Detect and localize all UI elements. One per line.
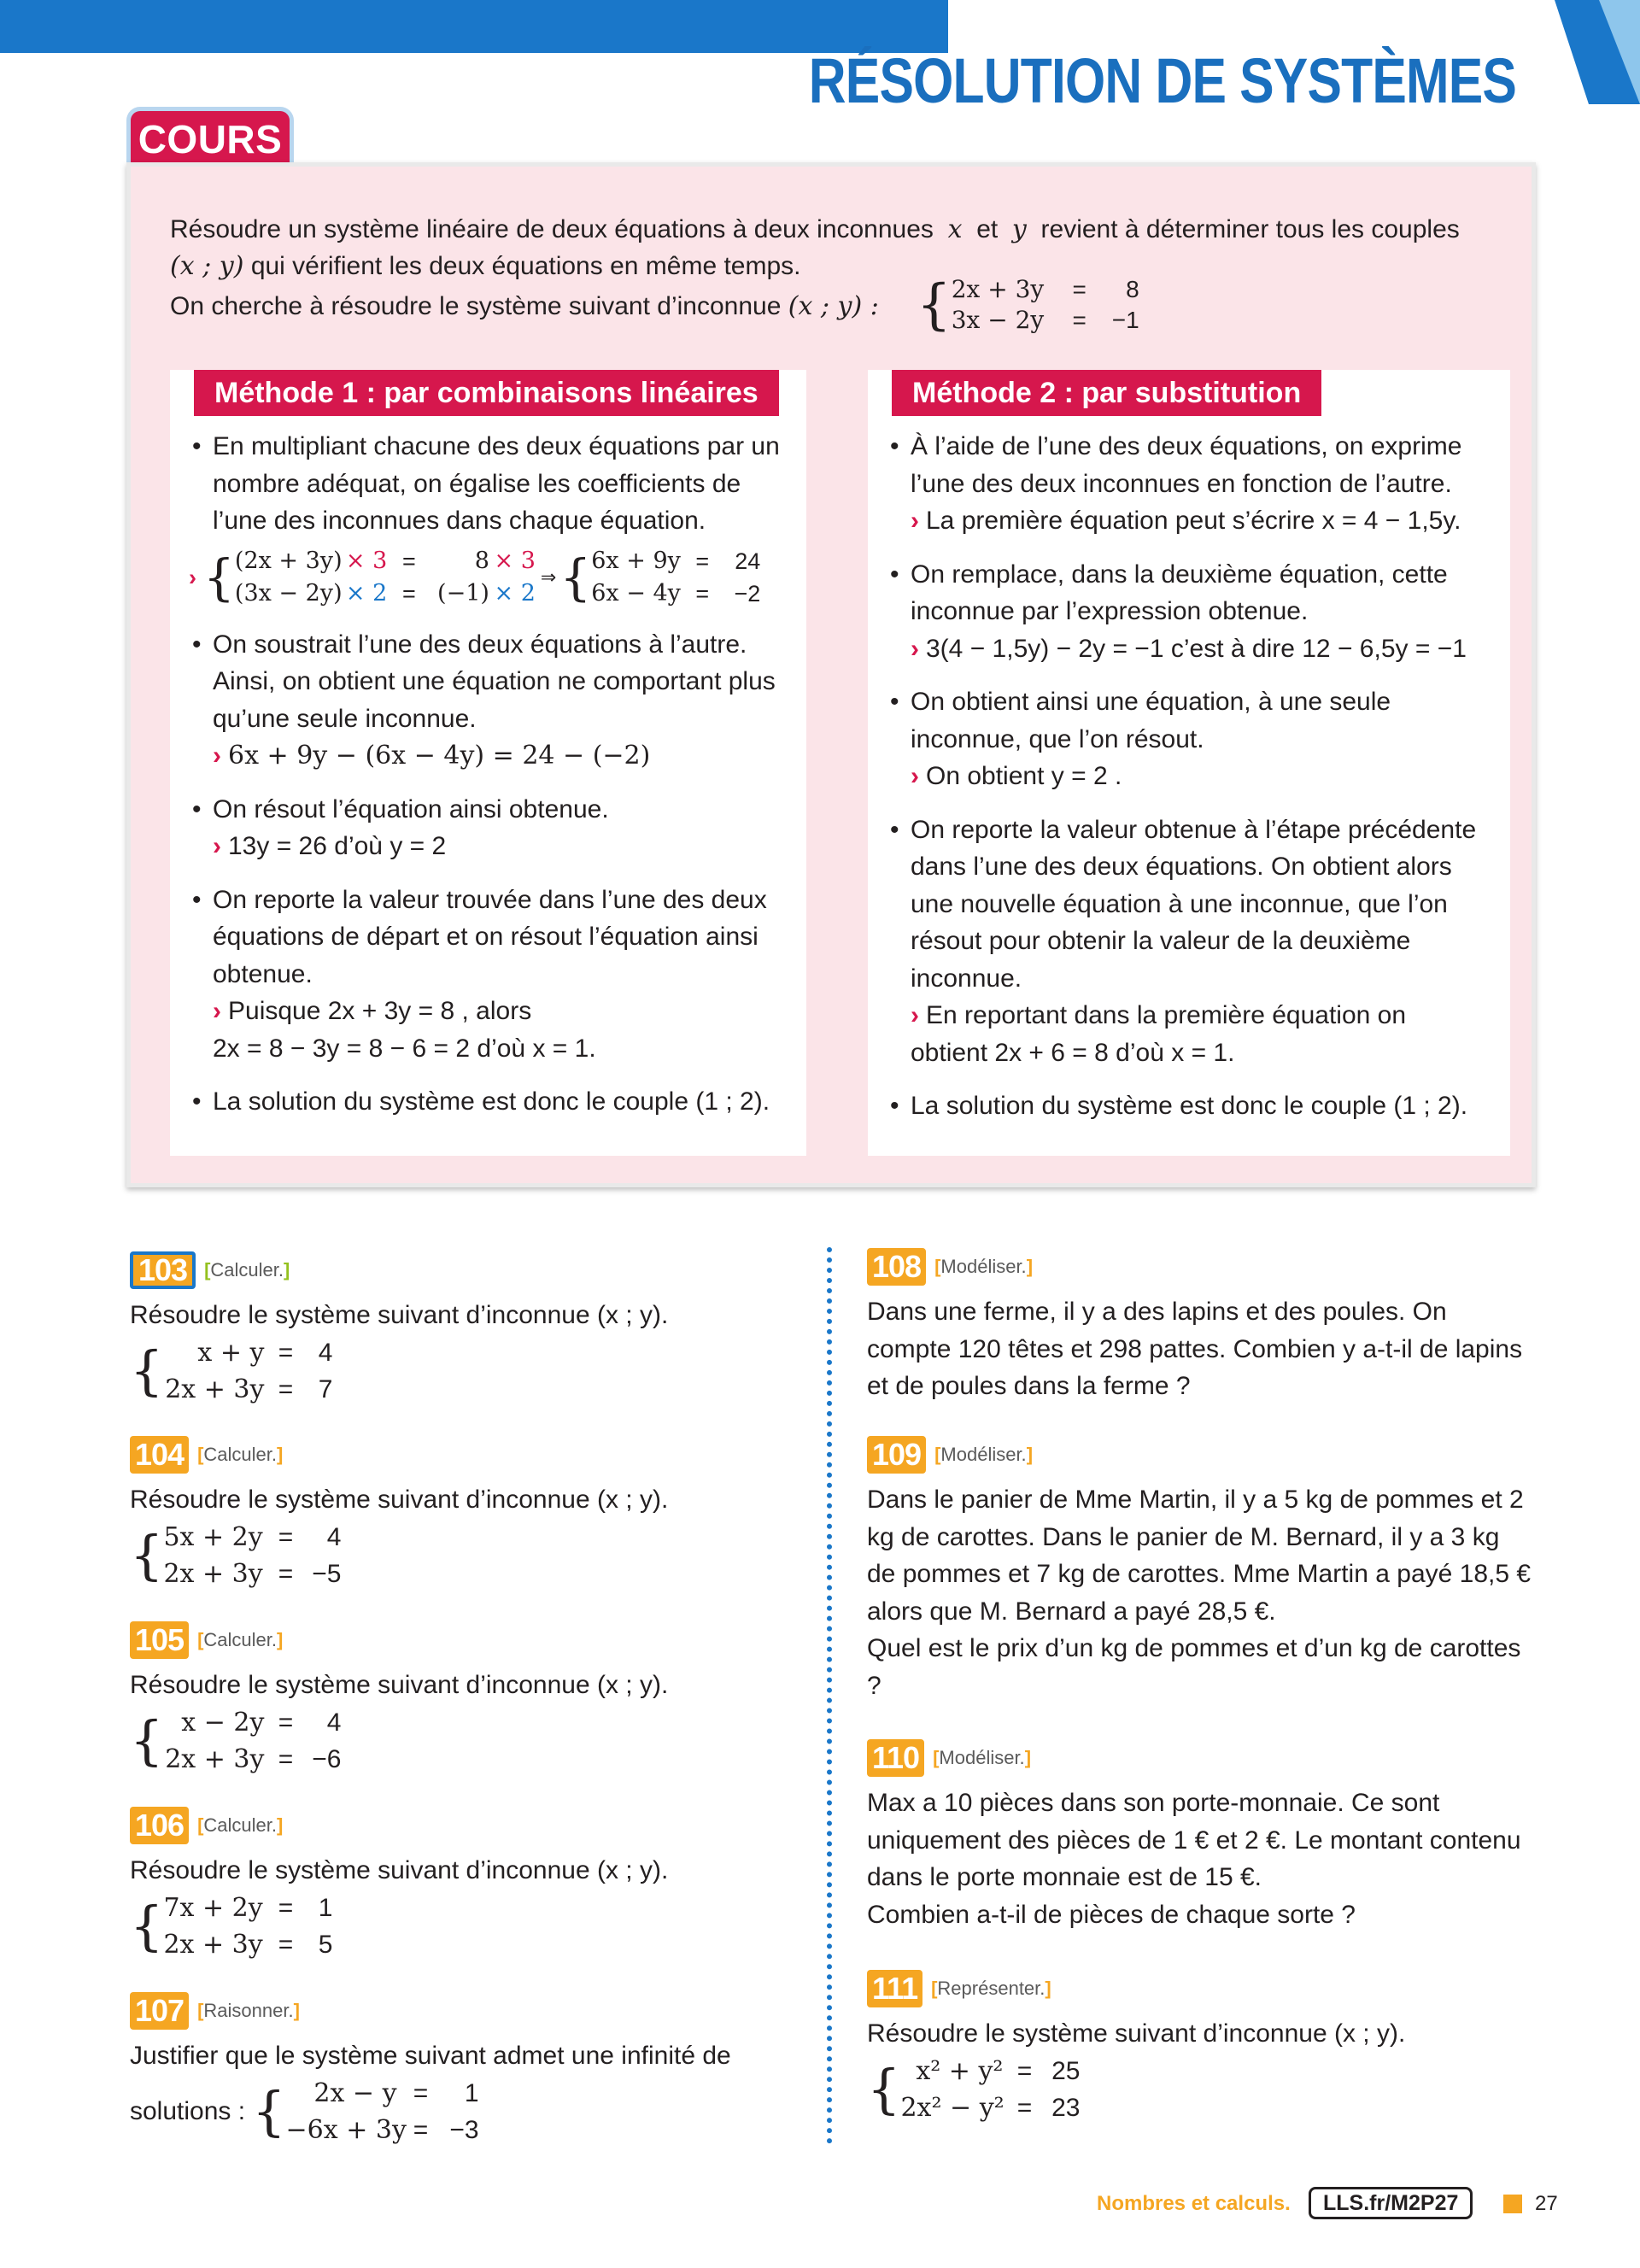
exercise-number: 104 <box>130 1436 189 1474</box>
method1-step1: • En multipliant chacune des deux équations par un nombre adéquat, on égalise les coefficients de l’une des inconnues dans chaque équation. › { (2x + 3y) × 3 = 8 × 3 (3x − 2y) × 2 = (−1) × 2 ⇒ { 6x + 9y = 24 6x − 4y = −2 <box>189 428 787 610</box>
method1-step3: • On résout l’équation ainsi obtenue. › 13y = 26 d’où y = 2 <box>192 794 609 860</box>
method2-step1: • À l’aide de l’une des deux équations, on exprime l’une des deux inconnues en fonction de l’autre. › La première équation peut s’écrire x = 4 − 1,5y. <box>890 432 1462 535</box>
exercise-skill: Représenter. <box>937 1978 1046 2000</box>
exercise-number: 106 <box>130 1807 189 1844</box>
page-title: RÉSOLUTION DE SYSTÈMES <box>808 45 1516 116</box>
intro-et: et <box>976 215 999 243</box>
ex-r1-eq: = <box>278 1893 294 1922</box>
method1-step3-text: On résout l’équation ainsi obtenue. <box>213 794 609 823</box>
intro-text <box>170 211 1502 325</box>
exercise-skill: Raisonner. <box>203 2000 294 2022</box>
method1-step5-text: La solution du système est donc le couple (1 ; 2). <box>213 1087 770 1116</box>
page-number: 27 <box>1535 2192 1558 2215</box>
exercise-number: 103 <box>130 1251 196 1289</box>
intro-line3: On cherche à résoudre le système suivant d’inconnue <box>170 292 782 320</box>
m1-r2-rhs: (−1) <box>437 579 489 607</box>
exercise-text: Résoudre le système suivant d’inconnue (x ; y). <box>130 1486 669 1514</box>
method2-step3-text: On obtient ainsi une équation, à une seule inconnue, que l’on résout. <box>911 688 1391 753</box>
exercise-text: Résoudre le système suivant d’inconnue (x ; y). <box>130 1301 669 1329</box>
chevron-right-icon: › <box>911 762 919 790</box>
method1-label: Méthode 1 : par combinaisons linéaires <box>194 370 779 416</box>
chevron-right-icon: › <box>911 634 919 663</box>
exercise-skill: Calculer. <box>210 1259 284 1281</box>
method1-step4: • On reporte la valeur trouvée dans l’une des deux équations de départ et on résout l’équation ainsi obtenue. › Puisque 2x + 3y = 8 , alors 2x = 8 − 3y = 8 − 6 = 2 d’où x = 1. <box>189 882 787 1068</box>
m1-r1-mul: × 3 <box>345 547 388 574</box>
ex-r1-lhs: x − 2y <box>181 1707 265 1738</box>
intro-var-y: y <box>1011 214 1027 244</box>
ex-r2-lhs: 2x² − y² <box>900 2093 1004 2123</box>
ex-r2-lhs: 2x + 3y <box>163 1559 263 1589</box>
intro-line2: qui vérifient les deux équations en même temps. <box>250 252 801 280</box>
m1-r2-rmul: × 2 <box>494 579 536 607</box>
m1-s1-lhs: 6x + 9y <box>591 547 681 574</box>
intro-line1: Résoudre un système linéaire de deux équations à deux inconnues <box>170 215 934 243</box>
ex-r2-rhs: 5 <box>318 1931 333 1959</box>
method2-panel <box>868 370 1510 1156</box>
system-brace: { <box>917 273 952 337</box>
ex-r2-rhs: 7 <box>318 1375 333 1404</box>
method2-step4-result1: En reportant dans la première équation on <box>926 1001 1407 1029</box>
method1-step1-text: En multipliant chacune des deux équations par un nombre adéquat, on égalise les coefficients de l’une des inconnues dans chaque équation. <box>213 432 780 535</box>
brace-icon: { <box>130 1895 164 1957</box>
implies-icon: ⇒ <box>540 566 557 588</box>
ex-r1-eq: = <box>278 1338 294 1367</box>
brace-icon: { <box>130 1709 164 1772</box>
exercise-108: 108 [Modéliser.] Dans une ferme, il y a des lapins et des poules. On compte 120 têtes et 298 pattes. Combien y a-t-il de lapins et de poules dans la ferme ? <box>867 1245 1525 1405</box>
method1-step4-result2: 2x = 8 − 3y = 8 − 6 = 2 d’où x = 1. <box>213 1034 596 1063</box>
ex-r1-eq: = <box>278 1708 294 1737</box>
system-row2-lhs: 3x − 2y <box>951 306 1045 334</box>
exercise-skill: Calculer. <box>203 1444 277 1466</box>
m1-s2-rhs: −2 <box>734 580 761 607</box>
ex-r2-eq: = <box>278 1560 294 1588</box>
exercise-skill: Modéliser. <box>939 1747 1025 1769</box>
ex-r1-lhs: 7x + 2y <box>163 1892 263 1923</box>
method2-step5-text: La solution du système est donc le couple (1 ; 2). <box>911 1092 1468 1120</box>
ex-r2-eq: = <box>278 1931 294 1959</box>
exercise-text: Dans le panier de Mme Martin, il y a 5 kg de pommes et 2 kg de carottes. Dans le panier de M. Bernard, il y a 3 kg de pommes et 7 kg de carottes. Mme Martin a payé 18,5 € alors que M. Bernard a payé 28,5 €. <box>867 1486 1532 1626</box>
method2-step3-result: On obtient y = 2 . <box>926 762 1122 790</box>
method2-step2: • On remplace, dans la deuxième équation, cette inconnue par l’expression obtenue. › 3(4 − 1,5y) − 2y = −1 c’est à dire 12 − 6,5y = −1 <box>890 560 1467 663</box>
system-row1-rhs: 8 <box>1126 276 1139 302</box>
brace-icon: { <box>130 1524 164 1586</box>
method1-step5: • La solution du système est donc le couple (1 ; 2). <box>192 1087 770 1116</box>
exercise-skill: Modéliser. <box>940 1256 1027 1278</box>
exercise-109: 109 [Modéliser.] Dans le panier de Mme Martin, il y a 5 kg de pommes et 2 kg de carottes. Dans le panier de M. Bernard, il y a 3 kg de pommes et 7 kg de carottes. Mme Martin a payé 18,5 € alors que M. Bernard a payé 28,5 €. Quel est le prix d’un kg de pommes et d’un kg de carottes ? <box>867 1433 1533 1704</box>
exercise-107: 107 [Raisonner.] Justifier que le système suivant admet une infinité de solutions : { 2x − y = 1 −6x + 3y = −3 <box>130 1990 813 2149</box>
chevron-right-icon: › <box>911 1001 919 1029</box>
m1-s1-rhs: 24 <box>735 548 761 574</box>
method2-step2-text: On remplace, dans la deuxième équation, cette inconnue par l’expression obtenue. <box>911 560 1448 625</box>
method1-step4-text: On reporte la valeur trouvée dans l’une des deux équations de départ et on résout l’équation ainsi obtenue. <box>213 885 767 988</box>
method2-step5: • La solution du système est donc le couple (1 ; 2). <box>890 1092 1468 1120</box>
ex-r2-eq: = <box>413 2116 429 2144</box>
method1-step2-text: On soustrait l’une des deux équations à l’autre. Ainsi, on obtient une équation ne comportant plus qu’une seule inconnue. <box>213 630 776 733</box>
ex-r1-rhs: 1 <box>464 2078 479 2107</box>
ex-r1-lhs: x + y <box>197 1337 265 1368</box>
exercise-110: 110 [Modéliser.] Max a 10 pièces dans son porte-monnaie. Ce sont uniquement des pièces de 1 € et 2 €. Le montant contenu dans le porte monnaie est de 15 €. Combien a-t-il de pièces de chaque sorte ? <box>867 1737 1525 1933</box>
ex-r1-lhs: x² + y² <box>916 2055 1004 2086</box>
method2-step1-text: À l’aide de l’une des deux équations, on exprime l’une des deux inconnues en fonction de l’autre. <box>911 432 1462 498</box>
method1-panel <box>170 370 806 1156</box>
exercise-104: 104 [Calculer.] Résoudre le système suivant d’inconnue (x ; y). { 5x + 2y = 4 2x + 3y = −5 <box>130 1433 796 1593</box>
m1-s2-eq: = <box>695 580 710 607</box>
chevron-right-icon: › <box>189 564 196 590</box>
m1-r2-lhs: (3x − 2y) <box>234 579 343 607</box>
exercise-105: 105 [Calculer.] Résoudre le système suivant d’inconnue (x ; y). { x − 2y = 4 2x + 3y = −6 <box>130 1619 796 1779</box>
method2-step4-result2: obtient 2x + 6 = 8 d’où x = 1. <box>911 1038 1235 1067</box>
exercise-skill: Modéliser. <box>940 1444 1027 1466</box>
system-row2-rhs: −1 <box>1111 307 1139 333</box>
exercise-number: 111 <box>867 1970 922 2007</box>
ex-r1-rhs: 4 <box>326 1522 342 1551</box>
intro-system <box>917 274 1139 336</box>
ex-r2-rhs: −5 <box>312 1560 342 1588</box>
method2-step4: • On reporte la valeur obtenue à l’étape précédente dans l’une des deux équations. On obtient alors une nouvelle équation à une inconnue, que l’on résout pour obtenir la valeur de la deuxième inconnue. › En reportant dans la première équation on obtient 2x + 6 = 8 d’où x = 1. <box>887 812 1485 1072</box>
system-row2-eq: = <box>1072 307 1086 333</box>
ex-r1-rhs: 1 <box>318 1893 333 1922</box>
method2-step1-result: La première équation peut s’écrire x = 4 − 1,5y. <box>926 507 1461 535</box>
exercise-text-2: Quel est le prix d’un kg de pommes et d’un kg de carottes ? <box>867 1634 1521 1700</box>
exercise-number: 109 <box>867 1436 926 1474</box>
intro-line1-end: revient à déterminer tous les couples <box>1040 215 1460 243</box>
exercise-text-2: Combien a-t-il de pièces de chaque sorte ? <box>867 1900 1356 1929</box>
method2-step3: • On obtient ainsi une équation, à une seule inconnue, que l’on résout. › On obtient y = 2 . <box>890 688 1391 790</box>
footer-link[interactable]: LLS.fr/M2P27 <box>1309 2187 1473 2219</box>
exercise-text: Résoudre le système suivant d’inconnue (x ; y). <box>130 1856 669 1884</box>
exercise-103: 103 [Calculer.] Résoudre le système suivant d’inconnue (x ; y). { x + y = 4 2x + 3y = 7 <box>130 1249 796 1409</box>
exercise-text: Résoudre le système suivant d’inconnue (x ; y). <box>130 1671 669 1699</box>
ex-r2-rhs: −6 <box>312 1745 342 1773</box>
m1-r1-rhs: 8 <box>474 547 489 574</box>
method1-step2: • On soustrait l’une des deux équations à l’autre. Ainsi, on obtient une équation ne comportant plus qu’une seule inconnue. › 6x + 9y − (6x − 4y) = 24 − (−2) <box>192 630 776 771</box>
ex-r1-rhs: 25 <box>1051 2056 1081 2085</box>
ex-r2-lhs: 2x + 3y <box>165 1374 265 1404</box>
m1-s2-lhs: 6x − 4y <box>591 579 681 607</box>
ex-r2-eq: = <box>1016 2094 1033 2122</box>
ex-r2-rhs: −3 <box>449 2116 479 2144</box>
ex-r1-rhs: 4 <box>326 1708 342 1737</box>
ex-r2-lhs: 2x + 3y <box>163 1930 263 1960</box>
intro-couple-2: (x ; y) : <box>788 291 879 321</box>
m1-r2-eq: = <box>402 580 416 607</box>
system-row1-lhs: 2x + 3y <box>951 275 1045 303</box>
chevron-right-icon: › <box>213 741 221 770</box>
method2-step4-text: On reporte la valeur obtenue à l’étape précédente dans l’une des deux équations. On obtient alors une nouvelle équation à une inconnue, que l’on résout pour obtenir la valeur de la deuxième inconnue. <box>911 815 1477 993</box>
brace-icon: { <box>203 548 235 607</box>
exercise-text: Justifier que le système suivant admet une infinité de <box>130 2042 731 2070</box>
ex-r2-lhs: −6x + 3y <box>285 2115 407 2145</box>
system-row1-eq: = <box>1072 276 1086 302</box>
m1-r1-eq: = <box>402 548 416 574</box>
brace-icon: { <box>130 1339 164 1402</box>
m1-r1-rmul: × 3 <box>494 547 536 574</box>
method1-step3-result: 13y = 26 d’où y = 2 <box>228 832 447 860</box>
method1-step2-result: 6x + 9y − (6x − 4y) = 24 − (−2) <box>228 741 651 771</box>
m1-r1-lhs: (2x + 3y) <box>234 547 343 574</box>
exercise-skill: Calculer. <box>203 1814 277 1837</box>
ex-r2-rhs: 23 <box>1051 2094 1081 2122</box>
footer-square-icon <box>1503 2195 1522 2213</box>
cours-box <box>126 162 1536 1187</box>
column-divider <box>827 1247 832 2144</box>
intro-couple: (x ; y) <box>170 251 244 281</box>
exercise-text: Résoudre le système suivant d’inconnue (x ; y). <box>867 2019 1406 2048</box>
method2-step2-result: 3(4 − 1,5y) − 2y = −1 c’est à dire 12 − 6,5y = −1 <box>926 634 1467 663</box>
chevron-right-icon: › <box>213 832 221 860</box>
exercise-111: 111 [Représenter.] Résoudre le système suivant d’inconnue (x ; y). { x² + y² = 25 2x² − y² = 23 <box>867 1967 1525 2127</box>
exercise-number: 105 <box>130 1621 189 1659</box>
ex-r1-eq: = <box>278 1522 294 1551</box>
chevron-right-icon: › <box>213 997 221 1025</box>
chevron-right-icon: › <box>911 507 919 535</box>
ex-r1-eq: = <box>1016 2056 1033 2085</box>
m1-s1-eq: = <box>695 548 710 574</box>
method2-label: Méthode 2 : par substitution <box>892 370 1321 416</box>
exercise-106: 106 [Calculer.] Résoudre le système suivant d’inconnue (x ; y). { 7x + 2y = 1 2x + 3y = 5 <box>130 1804 796 1964</box>
ex-r1-lhs: 2x − y <box>313 2078 397 2108</box>
brace-icon: { <box>252 2080 286 2142</box>
ex-r2-eq: = <box>278 1375 294 1404</box>
ex-r2-lhs: 2x + 3y <box>165 1744 265 1774</box>
exercise-number: 110 <box>867 1739 924 1777</box>
cours-tab: COURS <box>126 107 294 168</box>
ex-r1-lhs: 5x + 2y <box>163 1521 263 1552</box>
exercise-number: 108 <box>867 1248 926 1286</box>
m1-r2-mul: × 2 <box>345 579 388 607</box>
brace-icon: { <box>867 2058 901 2120</box>
header-band <box>0 0 948 53</box>
exercise-text-2: solutions : <box>130 2097 246 2126</box>
exercise-number: 107 <box>130 1992 189 2030</box>
exercise-text: Max a 10 pièces dans son porte-monnaie. Ce sont uniquement des pièces de 1 € et 2 €. Le montant contenu dans le porte monnaie est de 15 €. <box>867 1789 1521 1891</box>
ex-r2-eq: = <box>278 1745 294 1773</box>
intro-var-x: x <box>947 214 963 244</box>
brace-icon: { <box>559 548 592 607</box>
footer-subject: Nombres et calculs. <box>1097 2192 1291 2215</box>
exercise-skill: Calculer. <box>203 1629 277 1651</box>
ex-r1-eq: = <box>413 2078 429 2107</box>
method1-step4-result1: Puisque 2x + 3y = 8 , alors <box>228 997 532 1025</box>
exercise-text: Dans une ferme, il y a des lapins et des poules. On compte 120 têtes et 298 pattes. Combien y a-t-il de lapins et de poules dans la ferme ? <box>867 1298 1523 1400</box>
ex-r1-rhs: 4 <box>318 1338 333 1367</box>
